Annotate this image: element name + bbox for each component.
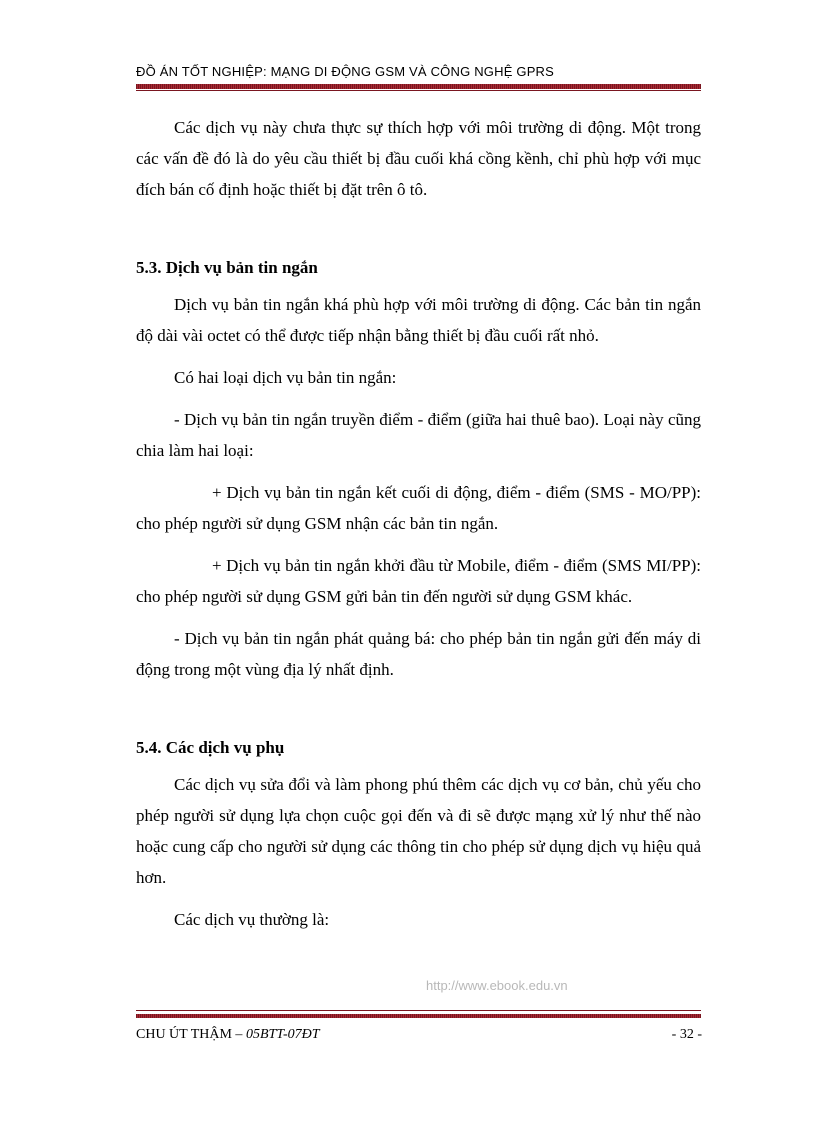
paragraph-sms-intro: Dịch vụ bản tin ngắn khá phù hợp với môi trường di động. Các bản tin ngắn độ dài vài octet có thể được tiếp nhận bằng thiết bị đầu cuối rất nhỏ. [136,295,701,345]
header-title: ĐỒ ÁN TỐT NGHIỆP: MẠNG DI ĐỘNG GSM VÀ CÔNG NGHỆ GPRS [136,64,555,79]
paragraph-services-list: Các dịch vụ thường là: [174,910,330,929]
footer-author [136,1027,320,1043]
page-number: - 32 - [671,1027,702,1042]
section-heading-5-3: 5.3. Dịch vụ bản tin ngắn [136,258,318,277]
paragraph-intro: Các dịch vụ này chưa thực sự thích hợp với môi trường di động. Một trong các vấn đề đó là do yêu cầu thiết bị đầu cuối khá cồng kềnh, chỉ phù hợp với mục đích bán cố định hoặc thiết bị đặt trên ô tô. [136,118,701,199]
section-heading-5-4: 5.4. Các dịch vụ phụ [136,738,285,757]
footer-author-name: CHU ÚT THẬM – [136,1027,246,1042]
paragraph-sms-mo: + Dịch vụ bản tin ngắn kết cuối di động, điểm - điểm (SMS - MO/PP): cho phép người sử dụng GSM nhận các bản tin ngắn. [136,483,701,533]
paragraph-broadcast: - Dịch vụ bản tin ngắn phát quảng bá: cho phép bản tin ngắn gửi đến máy di động trong một vùng địa lý nhất định. [136,629,701,679]
paragraph-sms-mi: + Dịch vụ bản tin ngắn khởi đầu từ Mobile, điểm - điểm (SMS MI/PP): cho phép người sử dụng GSM gửi bản tin đến người sử dụng GSM khác. [136,556,701,606]
footer-rule [136,1014,701,1018]
footer-class-code: 05BTT-07ĐT [245,1027,320,1042]
header-rule [136,84,701,89]
paragraph-supplementary: Các dịch vụ sửa đổi và làm phong phú thêm các dịch vụ cơ bản, chủ yếu cho phép người sử dụng lựa chọn cuộc gọi đến và đi sẽ được mạng xử lý như thế nào hoặc cung cấp cho người sử dụng các thông tin cho phép sử dụng dịch vụ hiệu quả hơn. [136,775,701,887]
body-content [136,112,701,946]
paragraph-point-to-point: - Dịch vụ bản tin ngắn truyền điểm - điểm (giữa hai thuê bao). Loại này cũng chia làm hai loại: [136,410,701,460]
paragraph-sms-types: Có hai loại dịch vụ bản tin ngắn: [174,368,397,387]
watermark-url: http://www.ebook.edu.vn [426,978,568,993]
